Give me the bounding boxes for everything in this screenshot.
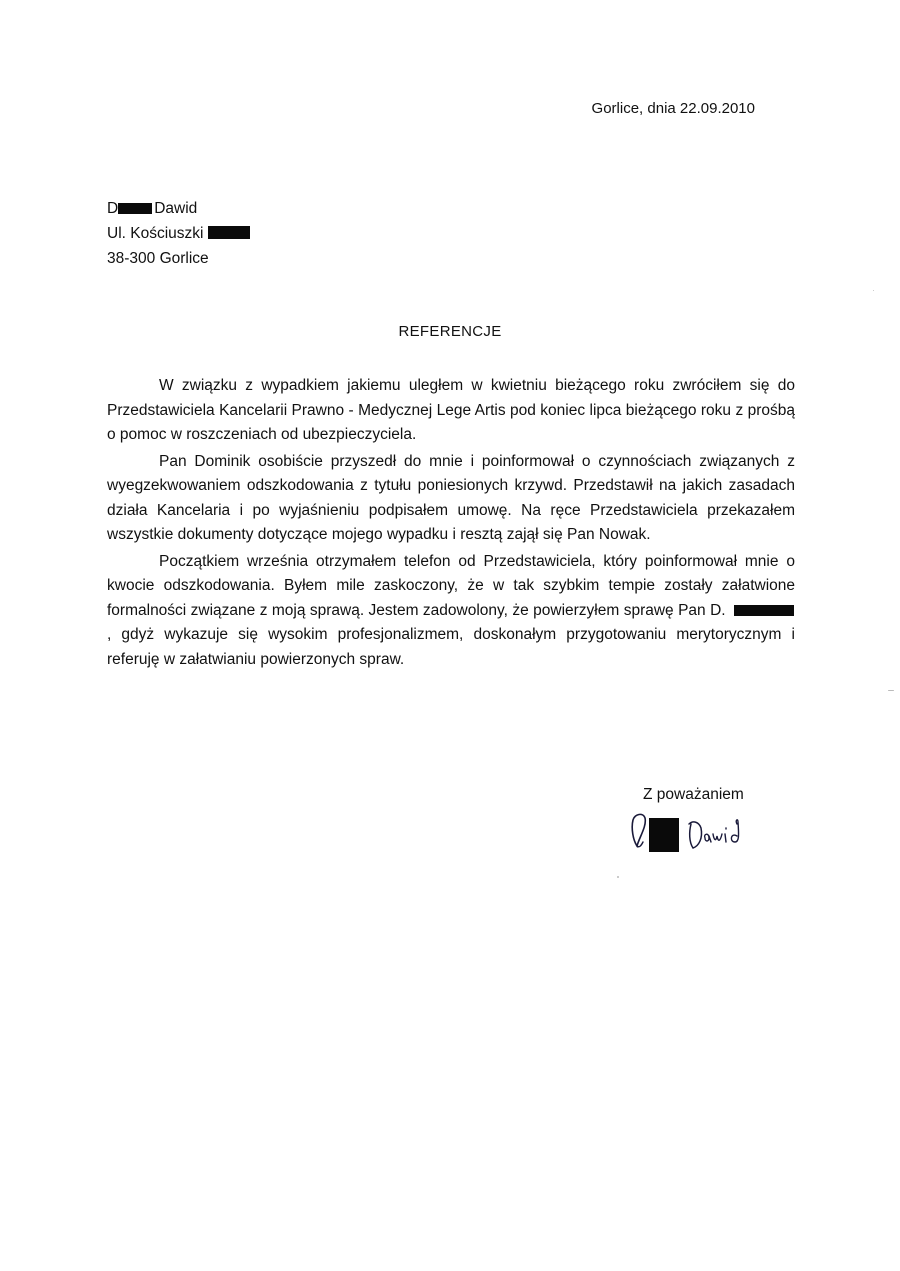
sender-name-initial: D xyxy=(107,200,119,217)
paragraph-2: Pan Dominik osobiście przyszedł do mnie i poinformował o czynnościach związanych z wyegzekwowaniem odszkodowania z tytułu poniesionych krzywd. Przedstawił na jakich zasadach działa Kancelaria i po wyjaśnieniu podpisałem umowę. Na ręce Przedstawiciela przekazałem wszystkie dokumenty dotyczące mojego wypadku i resztą zajął się Pan Nowak. xyxy=(107,452,795,543)
handwritten-signature xyxy=(625,808,755,858)
redaction-bar xyxy=(118,203,152,214)
paragraph-3-text-b: , gdyż wykazuje się wysokim profesjonalizmem, doskonałym przygotowaniu merytorycznym i referuję w załatwianiu powierzonych spraw. xyxy=(107,626,795,668)
closing-salutation: Z poważaniem xyxy=(643,786,744,803)
redaction-bar xyxy=(734,605,794,616)
document-title: REFERENCJE xyxy=(398,323,502,340)
scan-speck xyxy=(888,690,894,691)
paragraph-3 xyxy=(107,550,795,673)
sender-name xyxy=(107,196,250,221)
sender-street xyxy=(107,221,250,246)
paragraph-1: W związku z wypadkiem jakiemu uległem w kwietniu bieżącego roku zwróciłem się do Przedstawiciela Kancelarii Prawno - Medycznej Lege Artis pod koniec lipca bieżącego roku z prośbą o pomoc w roszczeniach od ubezpieczyciela. xyxy=(107,377,795,443)
sender-city: 38-300 Gorlice xyxy=(107,250,209,267)
letter-body xyxy=(107,374,795,674)
sender-address xyxy=(107,196,250,271)
sender-name-rest: Dawid xyxy=(154,200,198,217)
scan-speck xyxy=(873,290,874,291)
paragraph-3-text-a: Początkiem września otrzymałem telefon od Przedstawiciela, który poinformował mnie o kwocie odszkodowania. Byłem mile zaskoczony, że w tak szybkim tempie zostały załatwione formalności związane z moją sprawą. Jestem zadowolony, że powierzyłem sprawę Pan D. xyxy=(107,552,795,619)
sender-street-text: Ul. Kościuszki xyxy=(107,225,204,242)
signature-redaction xyxy=(649,818,679,852)
date-line: Gorlice, dnia 22.09.2010 xyxy=(591,100,755,117)
redaction-bar xyxy=(208,226,250,239)
scan-speck xyxy=(617,876,619,878)
